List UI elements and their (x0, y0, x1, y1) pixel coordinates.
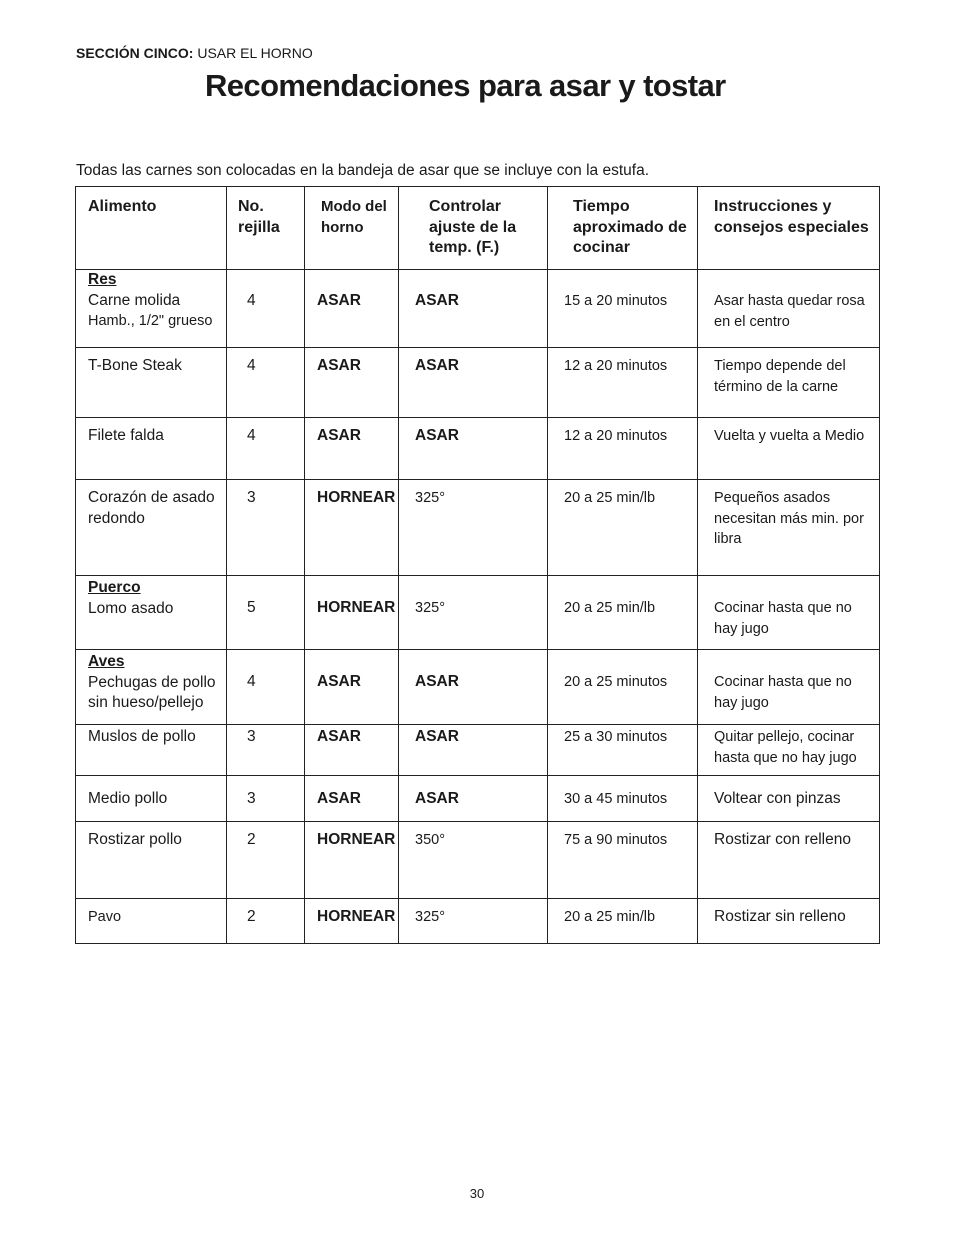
table-row (76, 725, 880, 776)
temp-cell: 350° (399, 822, 548, 899)
category-label: Res (88, 271, 117, 288)
header-rack: No. rejilla (227, 187, 305, 270)
rack-cell: 4 (227, 650, 305, 725)
food-name: Filete falda (76, 418, 227, 480)
time-cell: 12 a 20 minutos (548, 418, 698, 480)
temp-cell: 325° (399, 899, 548, 944)
tips-cell: Tiempo depende del término de la carne (698, 348, 880, 418)
temp-cell: 325° (399, 576, 548, 650)
rack-cell: 4 (227, 270, 305, 348)
time-cell: 15 a 20 minutos (548, 270, 698, 348)
header-time: Tiempo aproximado de cocinar (548, 187, 698, 270)
section-label: SECCIÓN CINCO: (76, 45, 194, 61)
header-mode: Modo del horno (305, 187, 399, 270)
tips-cell: Asar hasta quedar rosa en el centro (698, 270, 880, 348)
tips-cell: Voltear con pinzas (698, 776, 880, 822)
time-cell: 12 a 20 minutos (548, 348, 698, 418)
header-food: Alimento (76, 187, 227, 270)
food-cell (76, 576, 227, 650)
mode-cell: HORNEAR (305, 899, 399, 944)
mode-cell: ASAR (305, 270, 399, 348)
table-row (76, 822, 880, 899)
mode-cell: ASAR (305, 418, 399, 480)
time-cell: 30 a 45 minutos (548, 776, 698, 822)
food-name: Pechugas de pollo sin hueso/pellejo (88, 673, 216, 711)
category-label: Aves (88, 653, 125, 670)
rack-cell: 2 (227, 822, 305, 899)
tips-cell: Pequeños asados necesitan más min. por libra (698, 480, 880, 576)
time-cell: 20 a 25 min/lb (548, 480, 698, 576)
table-row (76, 348, 880, 418)
food-name: Medio pollo (76, 776, 227, 822)
temp-cell: ASAR (399, 650, 548, 725)
mode-cell: ASAR (305, 650, 399, 725)
tips-cell: Cocinar hasta que no hay jugo (698, 576, 880, 650)
page-title: Recomendaciones para asar y tostar (205, 68, 726, 103)
rack-cell: 3 (227, 776, 305, 822)
tips-cell: Rostizar con relleno (698, 822, 880, 899)
cooking-table (75, 186, 880, 944)
page-number: 30 (469, 1186, 485, 1201)
section-heading (76, 45, 313, 61)
table-row (76, 270, 880, 348)
food-name: Lomo asado (88, 599, 174, 617)
food-name: Muslos de pollo (76, 725, 227, 776)
temp-cell: ASAR (399, 348, 548, 418)
table-row (76, 480, 880, 576)
table-header-row (76, 187, 880, 270)
table-row (76, 576, 880, 650)
rack-cell: 3 (227, 480, 305, 576)
food-name: Rostizar pollo (76, 822, 227, 899)
tips-cell: Quitar pellejo, cocinar hasta que no hay jugo (698, 725, 880, 776)
tips-cell: Vuelta y vuelta a Medio (698, 418, 880, 480)
food-cell (76, 270, 227, 348)
food-cell (76, 650, 227, 725)
mode-cell: HORNEAR (305, 822, 399, 899)
table-row (76, 650, 880, 725)
time-cell: 75 a 90 minutos (548, 822, 698, 899)
category-label: Puerco (88, 579, 141, 596)
food-name: T-Bone Steak (76, 348, 227, 418)
mode-cell: ASAR (305, 348, 399, 418)
intro-text: Todas las carnes son colocadas en la bandeja de asar que se incluye con la estufa. (76, 162, 650, 179)
mode-cell: ASAR (305, 725, 399, 776)
time-cell: 25 a 30 minutos (548, 725, 698, 776)
table-row (76, 899, 880, 944)
time-cell: 20 a 25 min/lb (548, 576, 698, 650)
temp-cell: ASAR (399, 418, 548, 480)
section-text: USAR EL HORNO (197, 45, 313, 61)
mode-cell: HORNEAR (305, 480, 399, 576)
temp-cell: ASAR (399, 725, 548, 776)
time-cell: 20 a 25 min/lb (548, 899, 698, 944)
time-cell: 20 a 25 minutos (548, 650, 698, 725)
food-name: Corazón de asado redondo (76, 480, 227, 576)
tips-cell: Rostizar sin relleno (698, 899, 880, 944)
rack-cell: 2 (227, 899, 305, 944)
rack-cell: 4 (227, 348, 305, 418)
mode-cell: HORNEAR (305, 576, 399, 650)
tips-cell: Cocinar hasta que no hay jugo (698, 650, 880, 725)
food-name: Carne molida (88, 291, 181, 309)
food-name: Pavo (76, 899, 227, 944)
header-temp: Controlar ajuste de la temp. (F.) (399, 187, 548, 270)
rack-cell: 5 (227, 576, 305, 650)
table-row (76, 418, 880, 480)
rack-cell: 3 (227, 725, 305, 776)
temp-cell: ASAR (399, 776, 548, 822)
temp-cell: ASAR (399, 270, 548, 348)
mode-cell: ASAR (305, 776, 399, 822)
temp-cell: 325° (399, 480, 548, 576)
rack-cell: 4 (227, 418, 305, 480)
food-detail: Hamb., 1/2" grueso (88, 313, 213, 329)
header-tips: Instrucciones y consejos especiales (698, 187, 880, 270)
table-row (76, 776, 880, 822)
